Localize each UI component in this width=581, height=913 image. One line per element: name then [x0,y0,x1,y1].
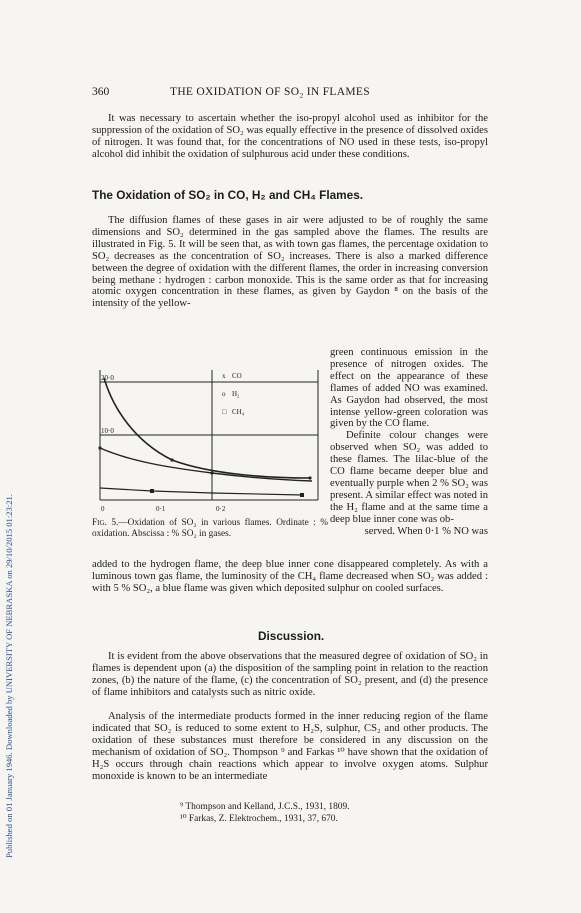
data-point [210,471,213,474]
y-tick-label: 20·0 [101,374,114,382]
legend-label: CH₄ [232,408,245,416]
data-point [308,476,311,479]
series-ch4-curve [100,488,302,495]
data-point [98,446,101,449]
continuation-paragraph: added to the hydrogen flame, the deep blue inner cone disappeared completely. As with a luminous town gas flame, the luminosity of the CH₄ flame decreased when SO₂ was added : with 5 % SO₂, a blue flame was given which deposited sulphur on cooled surfaces. [92,559,488,594]
data-point [170,458,173,461]
section-paragraph: The diffusion flames of these gases in air were adjusted to be of roughly the same dimensions and SO₂ determined in the gas sampled above the flames. The results are illustrated in Fig. 5. It will be seen that, as with town gas flames, the percentage oxidation to SO₂ decreases as the concentration of SO₂ increases. There is also a marked difference between the degree of oxidation with the different flames, the order in increasing conversion being methane : hydrogen : carbon monoxide. This is the same order as that for increasing atomic oxygen concentration in these flames, as given by Gaydon ⁸ on the basis of the intensity of the yellow- [92,215,488,310]
legend-label: CO [232,372,242,380]
figure-5 [92,360,322,515]
y-tick-label: 10·0 [101,427,114,435]
series-co-curve [104,378,310,478]
column-paragraph: green continuous emission in the presence of nitrogen oxides. The effect on the appearance of these flames of added NO was examined. As Gaydon had observed, the most intense yellow-green coloration was given by the CO flame. [330,347,488,430]
discussion-heading: Discussion. [258,629,325,643]
intro-paragraph: It was necessary to ascertain whether the iso-propyl alcohol used as inhibitor for the suppression of the oxidation of SO₂ was equally effective in the presence of dissolved oxides of nitrogen. It was found that, for the concentrations of NO used in these tests, iso-propyl alcohol did inhibit the oxidation of sulphurous acid under these conditions. [92,113,488,160]
x-tick-label: 0·2 [216,505,226,513]
running-title: THE OXIDATION OF SO₂ IN FLAMES [170,86,370,98]
legend-label: H₂ [232,390,240,398]
side-column [330,347,488,538]
figure-label: Fig. 5. [92,518,119,528]
page-header [92,86,482,102]
legend-symbol: o [222,390,226,398]
x-tick-label: 0·1 [156,505,166,513]
column-paragraph-tail: served. When 0·1 % NO was [364,525,488,537]
figure-plot [92,360,322,515]
figure-caption [92,518,328,539]
column-paragraph: Definite colour changes were observed when SO₂ was added to these flames. The lilac-blue of the CO flame became deeper blue and eventually purple when 2 % SO₂ was present. A similar effect was noted in the H₂ flame and at the same time a deep blue inner cone was ob- [330,430,488,525]
series-h2-curve [100,448,312,481]
x-tick-label: 0 [101,505,105,513]
figure-caption-text: —Oxidation of SO₂ in various flames. Ordinate : % oxidation. Abscissa : % SO₂ in gases. [92,518,328,539]
discussion-paragraph: It is evident from the above observations that the measured degree of oxidation of SO₂ in flames is dependent upon (a) the disposition of the sampling point in relation to the reaction zones, (b) the nature of the flame, (c) the concentration of SO₂ present, and (d) the presence of flame inhibitors and catalysts such as nitric oxide. [92,651,488,698]
footnote: ¹⁰ Farkas, Z. Elektrochem., 1931, 37, 670. [180,814,338,824]
download-watermark: Published on 01 January 1946. Downloaded by UNIVERSITY OF NEBRASKA on 29/10/2015 01:23:21. [4,494,14,858]
data-point [150,489,154,493]
discussion-paragraph: Analysis of the intermediate products formed in the inner reducing region of the flame indicated that SO₂ is reduced to some extent to H₂S, sulphur, CS₂ and other products. The oxidation of these substances must therefore be considered in any discussion on the mechanism of oxidation of SO₂. Thompson ⁹ and Farkas ¹⁰ have shown that the oxidation of H₂S occurs through chain reactions which appear to involve oxygen atoms. Sulphur monoxide is known to be an intermediate [92,711,488,782]
section-heading: The Oxidation of SO₂ in CO, H₂ and CH₄ Flames. [92,188,364,202]
legend-symbol: x [222,372,226,380]
page-number: 360 [92,86,110,98]
legend-symbol: □ [222,408,227,416]
data-point [300,493,304,497]
footnote: ⁹ Thompson and Kelland, J.C.S., 1931, 1809. [180,802,350,812]
